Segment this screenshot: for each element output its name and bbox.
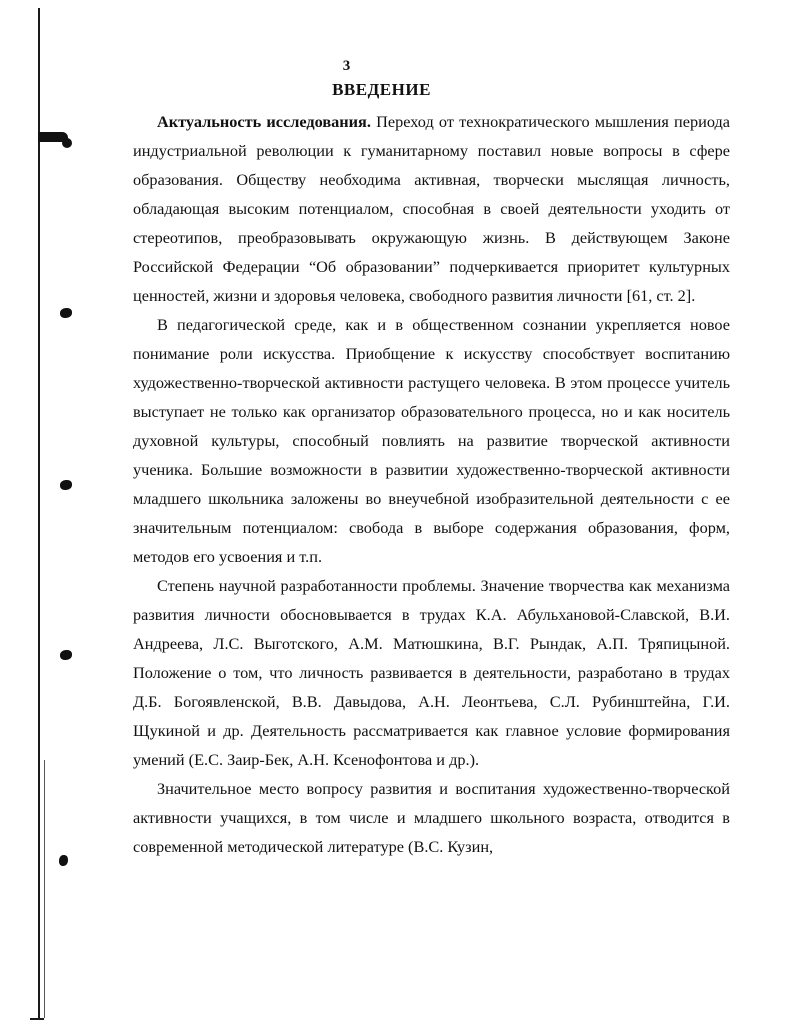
paragraph-art-role xyxy=(133,310,730,571)
scan-edge-line xyxy=(38,8,40,1018)
paragraph-text: Значительное место вопросу развития и воспитания художественно-творческой активности учащихся, в том числе и младшего школьного возраста, отводится в современной методической литературе (В.С. Кузин, xyxy=(133,779,730,856)
paragraph-text: Степень научной разработанности проблемы. Значение творчества как механизма развития личности обосновывается в трудах К.А. Абульхановой-Славской, В.И. Андреева, Л.С. Выготского, А.М. Матюшкина, В.Г. Рындак, А.П. Тряпицыной. Положение о том, что личность развивается в деятельности, разработано в трудах Д.Б. Богоявленской, В.В. Давыдова, А.Н. Леонтьева, С.Л. Рубинштейна, Г.И. Щукиной и др. Деятельность рассматривается как главное условие формирования умений (Е.С. Заир-Бек, А.Н. Ксенофонтова и др.). xyxy=(133,576,730,769)
paragraph-text: Переход от технократического мышления периода индустриальной революции к гуманитарному поставил новые вопросы в сфере образования. Обществу необходима активная, творчески мыслящая личность, обладающая высоким потенциалом, способная в своей деятельности уходить от стереотипов, преобразовывать окружающую жизнь. В действующем Законе Российской Федерации “Об образовании” подчеркивается приоритет культурных ценностей, жизни и здоровья человека, свободного развития личности [61, ст. 2]. xyxy=(133,112,730,305)
section-heading: ВВЕДЕНИЕ xyxy=(332,80,431,99)
binding-hole-mark xyxy=(60,308,72,318)
page-number: 3 xyxy=(342,58,351,74)
paragraph-text: В педагогической среде, как и в общественном сознании укрепляется новое понимание роли искусства. Приобщение к искусству способствует воспитанию художественно-творческой активности растущего человека. В этом процессе учитель выступает не только как организатор образовательного процесса, но и как носитель духовной культуры, способный повлиять на развитие творческой активности ученика. Большие возможности в развитии художественно-творческой активности младшего школьника заложены во внеучебной изобразительной деятельности с ее значительным потенциалом: свобода в выборе содержания образования, форм, методов его усвоения и т.п. xyxy=(133,315,730,566)
binding-clip-tail-mark xyxy=(62,138,72,148)
binding-hole-mark xyxy=(60,480,72,490)
paragraph-methodology xyxy=(133,774,730,861)
document-body xyxy=(133,107,730,861)
paragraph-research-degree xyxy=(133,571,730,774)
paragraph-relevance xyxy=(133,107,730,310)
paragraph-lead-in: Актуальность исследования. xyxy=(157,112,371,131)
binding-hole-mark xyxy=(59,855,68,866)
scan-corner-tick xyxy=(30,1018,44,1020)
scan-edge-line-thin xyxy=(44,760,45,1018)
binding-hole-mark xyxy=(60,650,72,660)
